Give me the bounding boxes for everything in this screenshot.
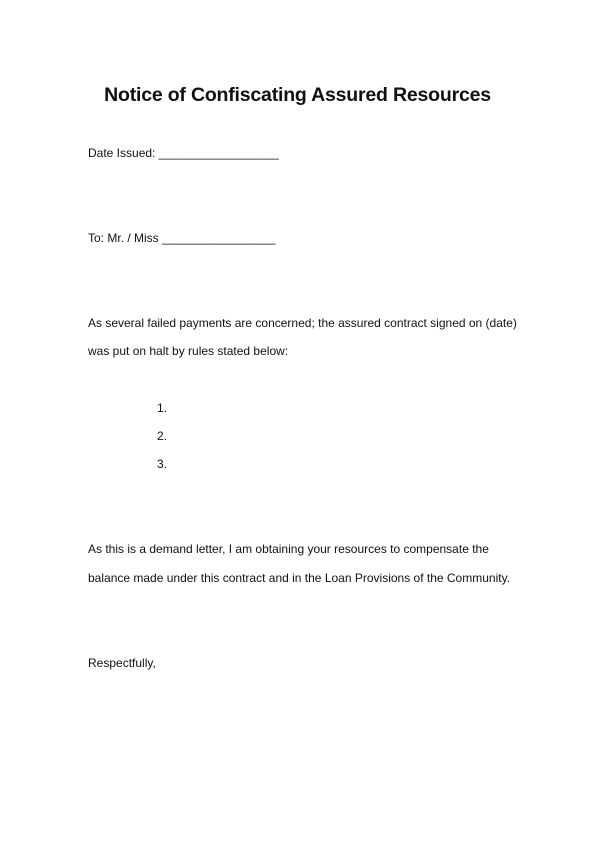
paragraph1-line2: was put on halt by rules stated below: — [88, 344, 289, 358]
list-item-3: 3. — [157, 457, 168, 471]
document-title: Notice of Confiscating Assured Resources — [104, 84, 491, 106]
paragraph2-line1: As this is a demand letter, I am obtaining your resources to compensate the — [88, 542, 489, 556]
paragraph2-line2: balance made under this contract and in the Loan Provisions of the Community. — [88, 571, 511, 585]
date-issued-line: Date Issued: __________________ — [88, 146, 279, 160]
list-item-2: 2. — [157, 429, 168, 443]
paragraph1-line1: As several failed payments are concerned; the assured contract signed on (date) — [88, 316, 517, 330]
recipient-line: To: Mr. / Miss _________________ — [88, 231, 276, 245]
closing-line: Respectfully, — [88, 656, 156, 670]
list-item-1: 1. — [157, 401, 168, 415]
